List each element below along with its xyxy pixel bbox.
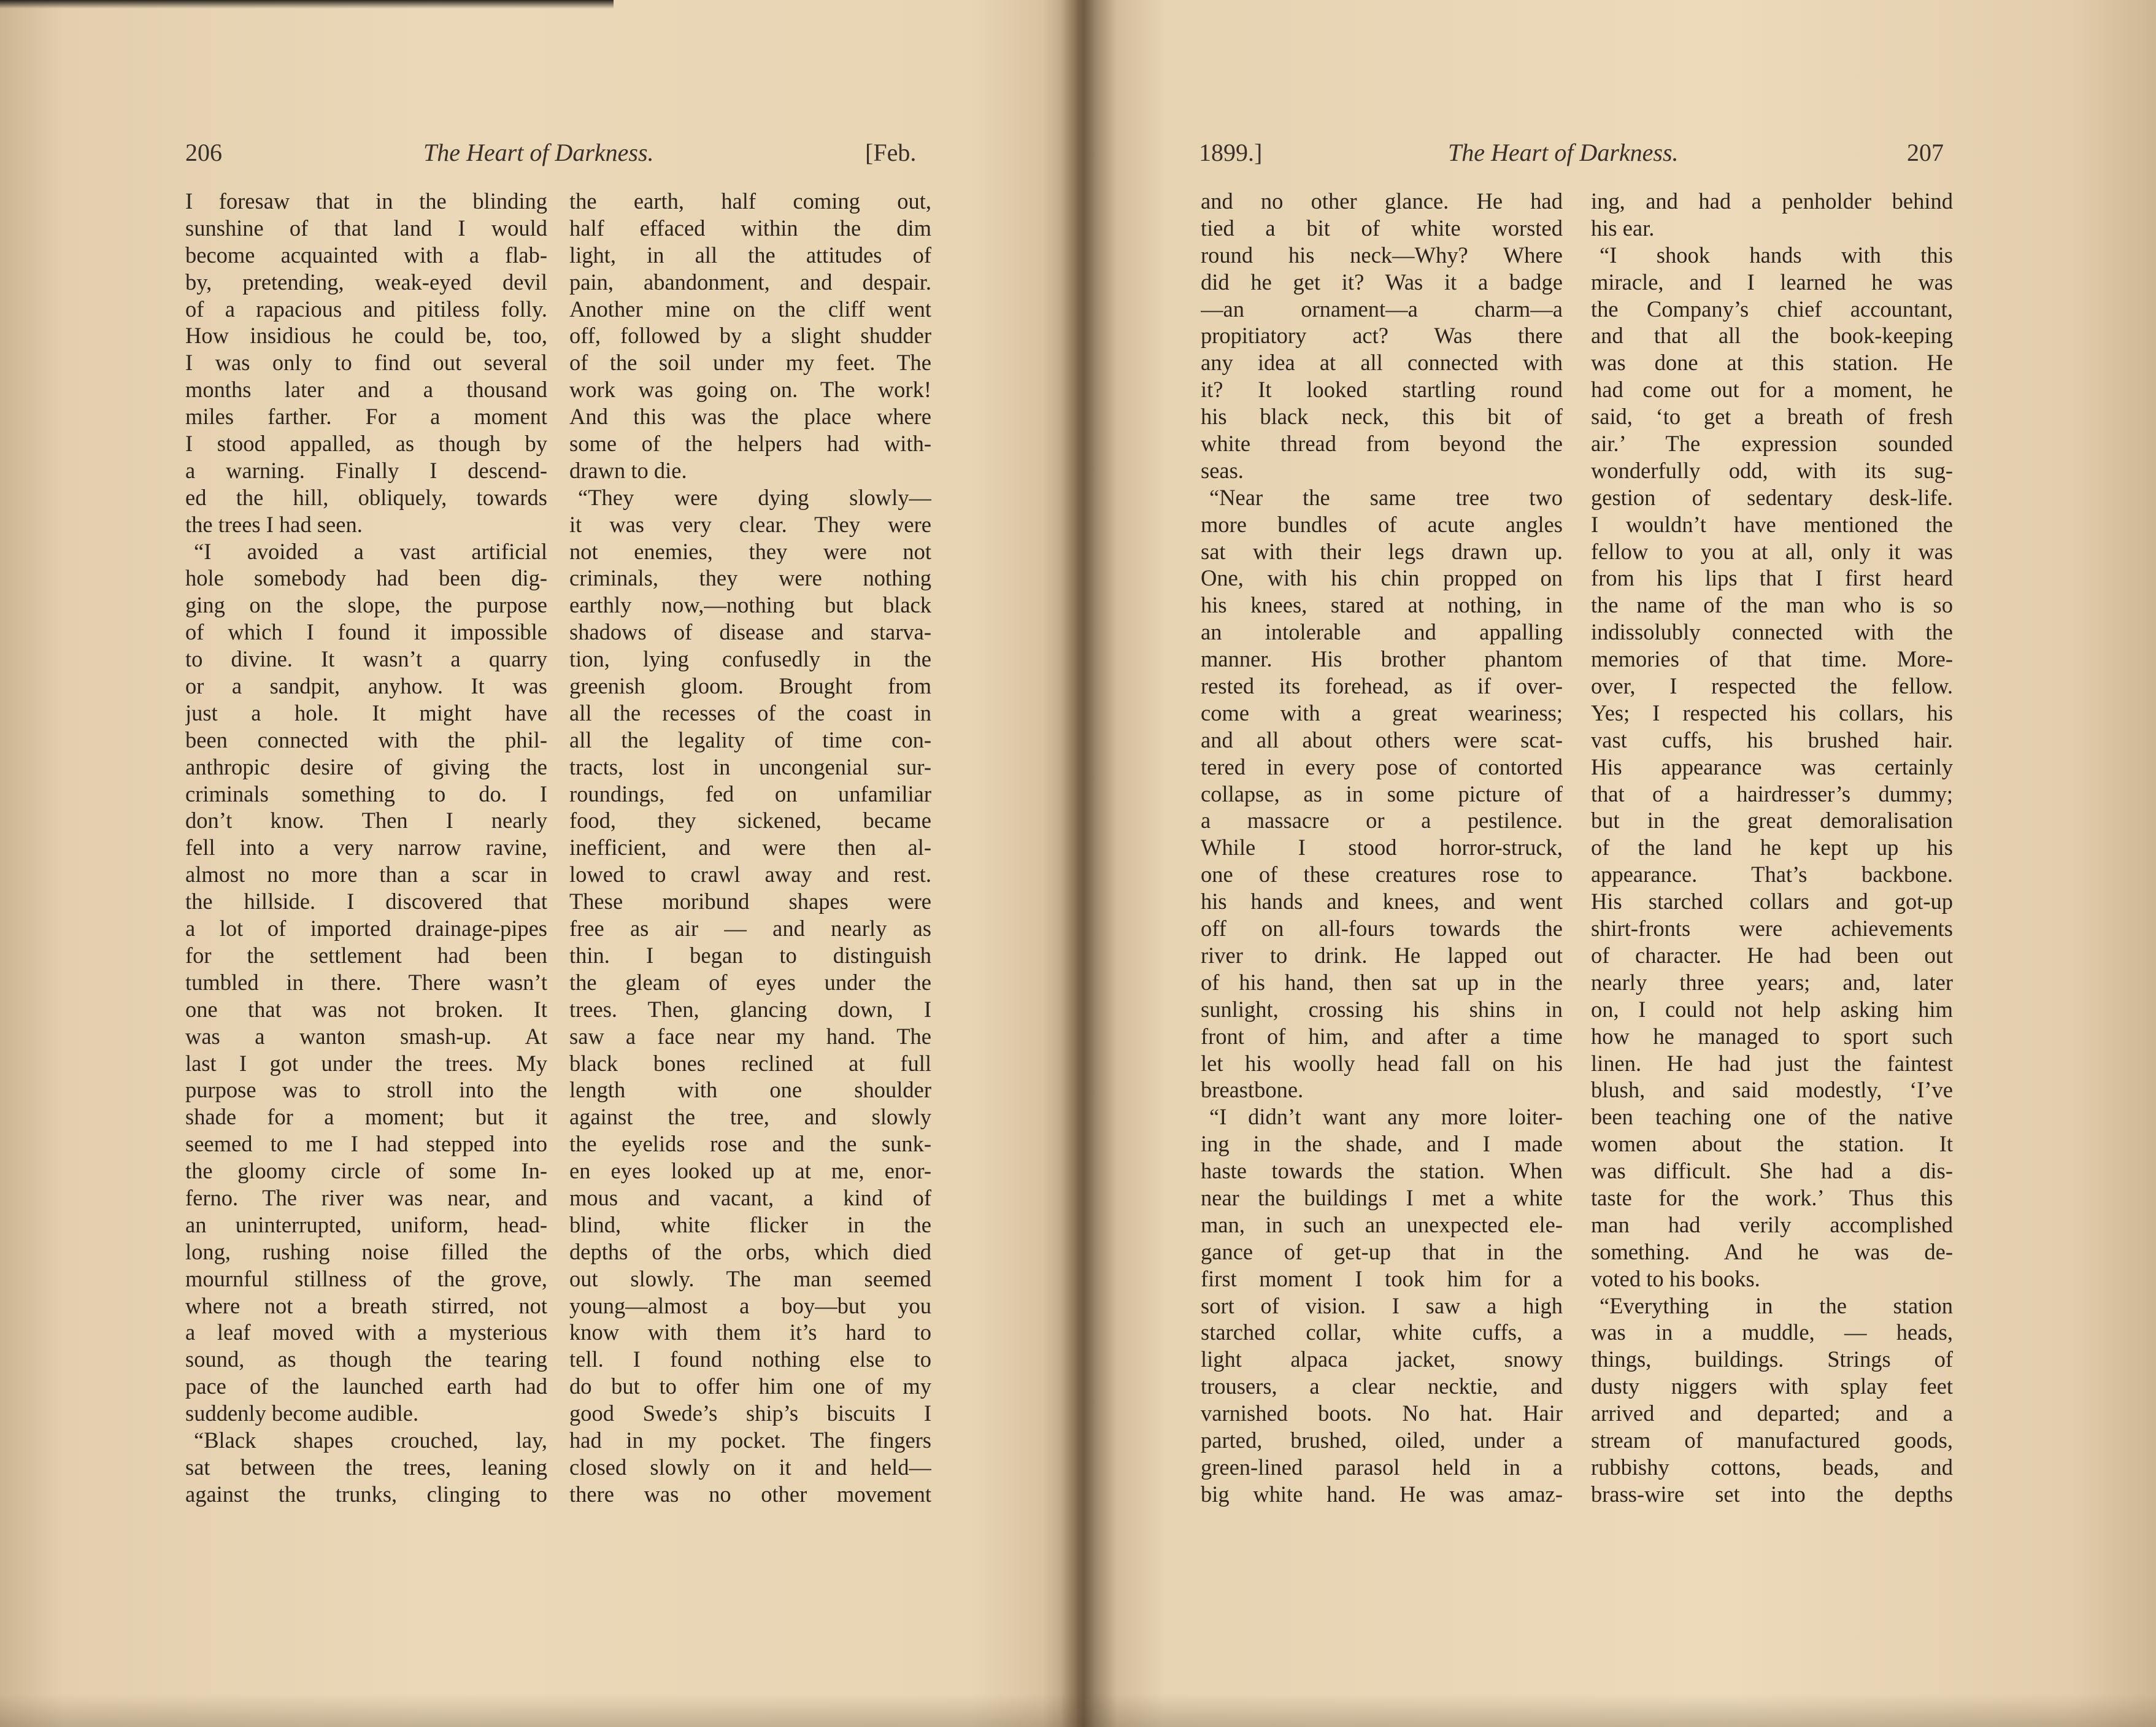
text-line: been teaching one of the native xyxy=(1591,1104,1953,1130)
text-line: did he get it? Was it a badge xyxy=(1201,269,1563,295)
text-line: earthly now,—nothing but black xyxy=(569,592,931,618)
text-line: had come out for a moment, he xyxy=(1591,377,1953,403)
text-line: had in my pocket. The fingers xyxy=(569,1427,931,1453)
text-line: ferno. The river was near, and xyxy=(185,1184,547,1210)
page-number: 206 xyxy=(185,139,222,166)
text-line: or a sandpit, anyhow. It was xyxy=(185,673,547,699)
right-page xyxy=(1088,0,2156,1727)
text-line: His appearance was certainly xyxy=(1591,754,1953,779)
left-page-header xyxy=(0,138,1068,172)
text-line: almost no more than a scar in xyxy=(185,862,547,887)
text-line: shadows of disease and starva- xyxy=(569,619,931,645)
text-line: where not a breath stirred, not xyxy=(185,1292,547,1318)
text-line: just a hole. It might have xyxy=(185,700,547,725)
text-line: haste towards the station. When xyxy=(1201,1158,1563,1184)
text-line: breastbone. xyxy=(1201,1077,1304,1103)
text-line: criminals something to do. I xyxy=(185,781,547,806)
text-line: miracle, and I learned he was xyxy=(1591,269,1953,295)
text-line: nearly three years; and, later xyxy=(1591,969,1953,995)
text-line: I wouldn’t have mentioned the xyxy=(1591,511,1953,537)
page-number: 207 xyxy=(1907,139,1944,166)
text-line: his ear. xyxy=(1591,215,1655,241)
text-line: mous and vacant, a kind of xyxy=(569,1184,931,1210)
text-line: light, in all the attitudes of xyxy=(569,242,931,268)
text-line: half effaced within the dim xyxy=(569,215,931,241)
text-line: gestion of sedentary desk-life. xyxy=(1591,484,1953,510)
right-page-column-1 xyxy=(1201,188,1563,1508)
text-line: These moribund shapes were xyxy=(569,889,931,914)
text-line: purpose was to stroll into the xyxy=(185,1077,547,1103)
text-line: against the tree, and slowly xyxy=(569,1104,931,1130)
text-line: shade for a moment; but it xyxy=(185,1104,547,1130)
text-line: last I got under the trees. My xyxy=(185,1050,547,1076)
text-line: on, I could not help asking him xyxy=(1591,996,1953,1022)
text-line: the trees I had seen. xyxy=(185,511,363,537)
text-line: not enemies, they were not xyxy=(569,538,931,564)
text-line: “I didn’t want any more loiter- xyxy=(1209,1104,1563,1130)
text-line: greenish gloom. Brought from xyxy=(569,673,931,699)
text-line: starched collar, white cuffs, a xyxy=(1201,1319,1563,1345)
text-line: And this was the place where xyxy=(569,404,931,430)
text-line: en eyes looked up at me, enor- xyxy=(569,1158,931,1184)
text-line: said, ‘to get a breath of fresh xyxy=(1591,404,1953,430)
text-line: I foresaw that in the blinding xyxy=(185,188,547,214)
text-line: how he managed to sport such xyxy=(1591,1023,1953,1049)
text-line: blush, and said modestly, ‘I’ve xyxy=(1591,1077,1953,1103)
text-line: the earth, half coming out, xyxy=(569,188,931,214)
text-line: linen. He had just the faintest xyxy=(1591,1050,1953,1076)
text-line: I was only to find out several xyxy=(185,350,547,376)
issue-date: 1899.] xyxy=(1199,139,1263,166)
text-line: of a rapacious and pitiless folly. xyxy=(185,296,547,322)
text-line: trousers, a clear necktie, and xyxy=(1201,1373,1563,1399)
text-line: black bones reclined at full xyxy=(569,1050,931,1076)
text-line: tied a bit of white worsted xyxy=(1201,215,1563,241)
text-line: seemed to me I had stepped into xyxy=(185,1131,547,1157)
text-line: the gleam of eyes under the xyxy=(569,969,931,995)
bottom-edge-shadow xyxy=(0,1694,2156,1727)
text-line: white thread from beyond the xyxy=(1201,431,1563,457)
text-line: closed slowly on it and held— xyxy=(569,1454,931,1480)
text-line: long, rushing noise filled the xyxy=(185,1238,547,1264)
text-line: arrived and departed; and a xyxy=(1591,1401,1953,1426)
text-line: don’t know. Then I nearly xyxy=(185,808,547,833)
text-line: of character. He had been out xyxy=(1591,942,1953,968)
text-line: and no other glance. He had xyxy=(1201,188,1563,214)
text-line: tered in every pose of contorted xyxy=(1201,754,1563,779)
text-line: varnished boots. No hat. Hair xyxy=(1201,1401,1563,1426)
text-line: seas. xyxy=(1201,457,1244,483)
text-line: length with one shoulder xyxy=(569,1077,931,1103)
text-line: pain, abandonment, and despair. xyxy=(569,269,931,295)
text-line: do but to offer him one of my xyxy=(569,1373,931,1399)
text-line: more bundles of acute angles xyxy=(1201,511,1563,537)
text-line: was a wanton smash-up. At xyxy=(185,1023,547,1049)
text-line: come with a great weariness; xyxy=(1201,700,1563,725)
text-line: green-lined parasol held in a xyxy=(1201,1454,1563,1480)
text-line: “I shook hands with this xyxy=(1600,242,1953,268)
text-line: ging on the slope, the purpose xyxy=(185,592,547,618)
text-line: women about the station. It xyxy=(1591,1131,1953,1157)
text-line: of the soil under my feet. The xyxy=(569,350,931,376)
text-line: near the buildings I met a white xyxy=(1201,1184,1563,1210)
text-line: thin. I began to distinguish xyxy=(569,942,931,968)
text-line: Yes; I respected his collars, his xyxy=(1591,700,1953,725)
text-line: out slowly. The man seemed xyxy=(569,1265,931,1291)
text-line: young—almost a boy—but you xyxy=(569,1292,931,1318)
text-line: mournful stillness of the grove, xyxy=(185,1265,547,1291)
text-line: propitiatory act? Was there xyxy=(1201,323,1563,349)
text-line: stream of manufactured goods, xyxy=(1591,1427,1953,1453)
text-line: ing in the shade, and I made xyxy=(1201,1131,1563,1157)
text-line: all the recesses of the coast in xyxy=(569,700,931,725)
text-line: but in the great demoralisation xyxy=(1591,808,1953,833)
text-line: “Everything in the station xyxy=(1600,1292,1953,1318)
text-line: some of the helpers had with- xyxy=(569,431,931,457)
text-line: wonderfully odd, with its sug- xyxy=(1591,457,1953,483)
text-line: food, they sickened, became xyxy=(569,808,931,833)
text-line: tumbled in there. There wasn’t xyxy=(185,969,547,995)
text-line: of which I found it impossible xyxy=(185,619,547,645)
text-line: man had verily accomplished xyxy=(1591,1211,1953,1237)
text-line: criminals, they were nothing xyxy=(569,565,931,591)
text-line: to divine. It wasn’t a quarry xyxy=(185,646,547,672)
text-line: an uninterrupted, uniform, head- xyxy=(185,1211,547,1237)
text-line: vast cuffs, his brushed hair. xyxy=(1591,727,1953,752)
text-line: While I stood horror-struck, xyxy=(1201,835,1563,860)
text-line: saw a face near my hand. The xyxy=(569,1023,931,1049)
left-page xyxy=(0,0,1068,1727)
left-page-column-2 xyxy=(569,188,931,1508)
text-line: indissolubly connected with the xyxy=(1591,619,1953,645)
text-line: blind, white flicker in the xyxy=(569,1211,931,1237)
text-line: rubbishy cottons, beads, and xyxy=(1591,1454,1953,1480)
text-line: ed the hill, obliquely, towards xyxy=(185,484,547,510)
text-line: his hands and knees, and went xyxy=(1201,889,1563,914)
text-line: “Near the same tree two xyxy=(1209,484,1563,510)
running-title: The Heart of Darkness. xyxy=(423,139,654,166)
text-line: One, with his chin propped on xyxy=(1201,565,1563,591)
text-line: over, I respected the fellow. xyxy=(1591,673,1953,699)
text-line: shirt-fronts were achievements xyxy=(1591,916,1953,941)
text-line: work was going on. The work! xyxy=(569,377,931,403)
text-line: something. And he was de- xyxy=(1591,1238,1953,1264)
text-line: his knees, stared at nothing, in xyxy=(1201,592,1563,618)
text-line: sunlight, crossing his shins in xyxy=(1201,996,1563,1022)
text-line: ing, and had a penholder behind xyxy=(1591,188,1953,214)
text-line: sort of vision. I saw a high xyxy=(1201,1292,1563,1318)
text-line: depths of the orbs, which died xyxy=(569,1238,931,1264)
text-line: his black neck, this bit of xyxy=(1201,404,1563,430)
text-line: a massacre or a pestilence. xyxy=(1201,808,1563,833)
left-page-column-1 xyxy=(185,188,547,1508)
text-line: for the settlement had been xyxy=(185,942,547,968)
text-line: fellow to you at all, only it was xyxy=(1591,538,1953,564)
text-line: light alpaca jacket, snowy xyxy=(1201,1346,1563,1372)
text-line: parted, brushed, oiled, under a xyxy=(1201,1427,1563,1453)
text-line: things, buildings. Strings of xyxy=(1591,1346,1953,1372)
text-line: against the trunks, clinging to xyxy=(185,1481,547,1507)
text-line: round his neck—Why? Where xyxy=(1201,242,1563,268)
text-line: manner. His brother phantom xyxy=(1201,646,1563,672)
text-line: trees. Then, glancing down, I xyxy=(569,996,931,1022)
gutter-shadow xyxy=(1043,0,1117,1727)
text-line: I stood appalled, as though by xyxy=(185,431,547,457)
text-line: lowed to crawl away and rest. xyxy=(569,862,931,887)
text-line: river to drink. He lapped out xyxy=(1201,942,1563,968)
right-page-header xyxy=(1088,138,2156,172)
text-line: off on all-fours towards the xyxy=(1201,916,1563,941)
text-line: it? It looked startling round xyxy=(1201,377,1563,403)
text-line: sat between the trees, leaning xyxy=(185,1454,547,1480)
text-line: pace of the launched earth had xyxy=(185,1373,547,1399)
text-line: roundings, fed on unfamiliar xyxy=(569,781,931,806)
text-line: fell into a very narrow ravine, xyxy=(185,835,547,860)
text-line: a leaf moved with a mysterious xyxy=(185,1319,547,1345)
text-line: a warning. Finally I descend- xyxy=(185,457,547,483)
text-line: the eyelids rose and the sunk- xyxy=(569,1131,931,1157)
text-line: gance of get-up that in the xyxy=(1201,1238,1563,1264)
text-line: tion, lying confusedly in the xyxy=(569,646,931,672)
text-line: there was no other movement xyxy=(569,1481,931,1507)
text-line: air.’ The expression sounded xyxy=(1591,431,1953,457)
text-line: dusty niggers with splay feet xyxy=(1591,1373,1953,1399)
text-line: “They were dying slowly— xyxy=(578,484,931,510)
text-line: How insidious he could be, too, xyxy=(185,323,547,349)
text-line: His starched collars and got-up xyxy=(1591,889,1953,914)
text-line: “Black shapes crouched, lay, xyxy=(194,1427,547,1453)
text-line: was difficult. She had a dis- xyxy=(1591,1158,1953,1184)
text-line: become acquainted with a flab- xyxy=(185,242,547,268)
text-line: miles farther. For a moment xyxy=(185,404,547,430)
text-line: memories of that time. More- xyxy=(1591,646,1953,672)
text-line: sat with their legs drawn up. xyxy=(1201,538,1563,564)
text-line: was in a muddle, — heads, xyxy=(1591,1319,1953,1345)
text-line: brass-wire set into the depths xyxy=(1591,1481,1953,1507)
text-line: that of a hairdresser’s dummy; xyxy=(1591,781,1953,806)
text-line: sound, as though the tearing xyxy=(185,1346,547,1372)
text-line: tell. I found nothing else to xyxy=(569,1346,931,1372)
text-line: by, pretending, weak-eyed devil xyxy=(185,269,547,295)
right-page-column-2 xyxy=(1591,188,1953,1508)
running-title: The Heart of Darkness. xyxy=(1448,139,1679,166)
text-line: “I avoided a vast artificial xyxy=(194,538,547,564)
text-line: big white hand. He was amaz- xyxy=(1201,1481,1563,1507)
text-line: one that was not broken. It xyxy=(185,996,547,1022)
issue-date: [Feb. xyxy=(865,139,917,166)
text-line: man, in such an unexpected ele- xyxy=(1201,1211,1563,1237)
text-line: let his woolly head fall on his xyxy=(1201,1050,1563,1076)
text-line: know with them it’s hard to xyxy=(569,1319,931,1345)
text-line: taste for the work.’ Thus this xyxy=(1591,1184,1953,1210)
text-line: a lot of imported drainage-pipes xyxy=(185,916,547,941)
text-line: and that all the book-keeping xyxy=(1591,323,1953,349)
text-line: free as air — and nearly as xyxy=(569,916,931,941)
text-line: collapse, as in some picture of xyxy=(1201,781,1563,806)
text-line: good Swede’s ship’s biscuits I xyxy=(569,1401,931,1426)
text-line: inefficient, and were then al- xyxy=(569,835,931,860)
text-line: from his lips that I first heard xyxy=(1591,565,1953,591)
text-line: rested its forehead, as if over- xyxy=(1201,673,1563,699)
text-line: anthropic desire of giving the xyxy=(185,754,547,779)
text-line: of the land he kept up his xyxy=(1591,835,1953,860)
text-line: tracts, lost in uncongenial sur- xyxy=(569,754,931,779)
text-line: an intolerable and appalling xyxy=(1201,619,1563,645)
text-line: all the legality of time con- xyxy=(569,727,931,752)
text-line: the name of the man who is so xyxy=(1591,592,1953,618)
text-line: sunshine of that land I would xyxy=(185,215,547,241)
text-line: any idea at all connected with xyxy=(1201,350,1563,376)
text-line: the Company’s chief accountant, xyxy=(1591,296,1953,322)
text-line: voted to his books. xyxy=(1591,1265,1760,1291)
text-line: and all about others were scat- xyxy=(1201,727,1563,752)
text-line: was done at this station. He xyxy=(1591,350,1953,376)
text-line: months later and a thousand xyxy=(185,377,547,403)
text-line: it was very clear. They were xyxy=(569,511,931,537)
text-line: first moment I took him for a xyxy=(1201,1265,1563,1291)
text-line: of his hand, then sat up in the xyxy=(1201,969,1563,995)
text-line: the gloomy circle of some In- xyxy=(185,1158,547,1184)
text-line: off, followed by a slight shudder xyxy=(569,323,931,349)
text-line: hole somebody had been dig- xyxy=(185,565,547,591)
text-line: Another mine on the cliff went xyxy=(569,296,931,322)
text-line: one of these creatures rose to xyxy=(1201,862,1563,887)
text-line: front of him, and after a time xyxy=(1201,1023,1563,1049)
text-line: suddenly become audible. xyxy=(185,1401,419,1426)
text-line: the hillside. I discovered that xyxy=(185,889,547,914)
text-line: drawn to die. xyxy=(569,457,687,483)
text-line: —an ornament—a charm—a xyxy=(1201,296,1563,322)
text-line: been connected with the phil- xyxy=(185,727,547,752)
text-line: appearance. That’s backbone. xyxy=(1591,862,1953,887)
